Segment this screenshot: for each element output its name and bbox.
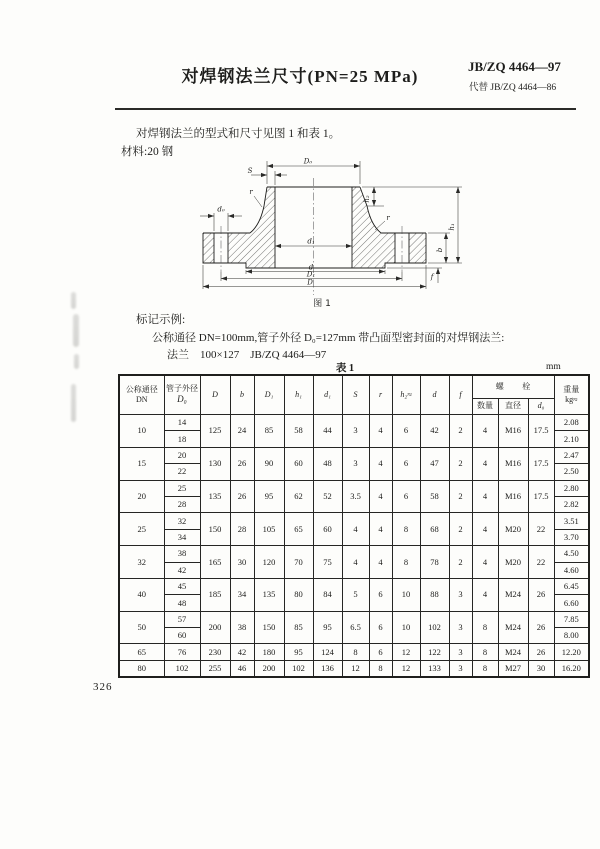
table-cell: 17.5	[528, 480, 554, 513]
col-header-bolt-qty: 数量	[472, 399, 498, 415]
col-group-bolt	[472, 375, 554, 399]
standard-number: JB/ZQ 4464—97	[468, 59, 561, 74]
margin-bleed-mark	[73, 314, 79, 347]
col-header-dn-line2: DN	[135, 395, 148, 404]
section-hatching	[203, 187, 426, 268]
table-cell: 12	[392, 660, 420, 677]
table-cell: 2.47	[554, 447, 589, 463]
table-cell: 6	[369, 611, 392, 644]
table-cell: 8	[472, 611, 498, 644]
table-cell: M24	[498, 578, 528, 611]
table-cell: 32	[164, 513, 200, 529]
table-cell: 4	[369, 546, 392, 579]
marking-example-line-1: 公称通径 DN=100mm,管子外径 D₀=127mm 带凸面型密封面的对焊钢法兰:	[152, 332, 505, 344]
margin-bleed-mark	[71, 384, 76, 422]
table-cell: 20	[164, 447, 200, 463]
table-cell: 6.60	[554, 595, 589, 611]
table-cell: 48	[164, 595, 200, 611]
table-cell: 10	[119, 415, 164, 448]
table-cell: 28	[230, 513, 254, 546]
col-header-b: b	[230, 375, 254, 415]
table-cell: 75	[313, 546, 342, 579]
table-cell: 180	[254, 644, 284, 660]
table-cell: 2.10	[554, 431, 589, 447]
table-cell: 6	[369, 644, 392, 660]
table-cell: 4	[472, 513, 498, 546]
table-cell: 15	[119, 447, 164, 480]
table-cell: 4	[369, 447, 392, 480]
table-cell: 185	[200, 578, 230, 611]
label-f: f	[430, 273, 434, 281]
table-row	[119, 644, 589, 660]
table-cell: M27	[498, 660, 528, 677]
table-cell: 14	[164, 415, 200, 431]
table-cell: 84	[313, 578, 342, 611]
col-header-weight	[554, 375, 589, 415]
page-number: 326	[93, 681, 113, 693]
col-header-bolt-hole: d₀	[528, 399, 554, 415]
table-cell: M16	[498, 415, 528, 448]
table-cell: 26	[528, 611, 554, 644]
table-cell: 124	[313, 644, 342, 660]
margin-bleed-mark	[74, 354, 79, 369]
table-cell: 122	[420, 644, 449, 660]
table-cell: 8	[472, 660, 498, 677]
table-cell: 4	[472, 480, 498, 513]
table-cell: 42	[164, 562, 200, 578]
table-cell: 26	[528, 644, 554, 660]
col-header-pipe-od-line2: D₀	[177, 394, 187, 405]
table-cell: 8	[369, 660, 392, 677]
table-cell: 3.5	[342, 480, 369, 513]
table-cell: 17.5	[528, 447, 554, 480]
table-cell: 45	[164, 578, 200, 594]
table-cell: 4	[472, 415, 498, 448]
figure-caption: 图 1	[313, 299, 331, 309]
table-cell: 28	[164, 496, 200, 512]
col-header-S: S	[342, 375, 369, 415]
table-cell: 7.85	[554, 611, 589, 627]
table-cell: 2	[449, 546, 472, 579]
table-cell: 3.70	[554, 529, 589, 545]
marking-example-heading: 标记示例:	[136, 314, 186, 326]
table-cell: 78	[420, 546, 449, 579]
table-row	[119, 513, 589, 529]
col-header-dn	[119, 375, 164, 415]
table-cell: 3	[449, 611, 472, 644]
table-cell: 200	[254, 660, 284, 677]
table-cell: 57	[164, 611, 200, 627]
table-cell: 6	[392, 415, 420, 448]
table-cell: 22	[528, 546, 554, 579]
table-cell: M20	[498, 513, 528, 546]
table-cell: M16	[498, 480, 528, 513]
table-cell: 38	[164, 546, 200, 562]
table-cell: 3	[342, 415, 369, 448]
table-cell: 150	[200, 513, 230, 546]
table-cell: 30	[230, 546, 254, 579]
table-cell: 4	[472, 578, 498, 611]
table-cell: 12	[392, 644, 420, 660]
table-cell: 58	[420, 480, 449, 513]
flange-table-body	[119, 415, 589, 678]
table-row	[119, 660, 589, 677]
table-cell: 40	[119, 578, 164, 611]
table-cell: 102	[284, 660, 313, 677]
table-unit: mm	[546, 362, 561, 372]
table-cell: 95	[254, 480, 284, 513]
table-cell: 30	[528, 660, 554, 677]
flange-drawing	[188, 150, 478, 312]
col-header-h2: h₂≈	[392, 375, 420, 415]
label-h2: h₂	[363, 195, 371, 203]
table-cell: 65	[284, 513, 313, 546]
table-cell: 165	[200, 546, 230, 579]
table-cell: 8	[472, 644, 498, 660]
table-cell: 2	[449, 415, 472, 448]
table-cell: 3	[342, 447, 369, 480]
table-cell: 255	[200, 660, 230, 677]
table-cell: 22	[164, 464, 200, 480]
dimension-lines	[200, 161, 462, 289]
flange-dimensions-table	[118, 374, 590, 678]
table-cell: 70	[284, 546, 313, 579]
table-cell: 16.20	[554, 660, 589, 677]
table-cell: M20	[498, 546, 528, 579]
table-cell: 25	[164, 480, 200, 496]
col-header-D: D	[200, 375, 230, 415]
table-cell: 102	[164, 660, 200, 677]
col-header-pipe-od-line1: 管子外径	[166, 384, 198, 394]
col-header-bolt-dia: 直径	[498, 399, 528, 415]
table-cell: 48	[313, 447, 342, 480]
marking-example-line-2: 法兰 100×127 JB/ZQ 4464—97	[167, 349, 327, 361]
table-cell: 46	[230, 660, 254, 677]
table-cell: 38	[230, 611, 254, 644]
table-cell: M24	[498, 611, 528, 644]
table-cell: 2	[449, 513, 472, 546]
table-cell: 26	[230, 447, 254, 480]
col-header-f: f	[449, 375, 472, 415]
label-d: d	[308, 263, 314, 272]
table-cell: 80	[284, 578, 313, 611]
col-header-d1: d₁	[313, 375, 342, 415]
table-cell: M16	[498, 447, 528, 480]
table-cell: 6	[392, 480, 420, 513]
label-r-right: r	[386, 214, 390, 222]
table-cell: 230	[200, 644, 230, 660]
table-cell: 4	[369, 513, 392, 546]
col-header-r: r	[369, 375, 392, 415]
table-cell: 12	[342, 660, 369, 677]
table-cell: 58	[284, 415, 313, 448]
table-cell: 34	[164, 529, 200, 545]
table-cell: 26	[230, 480, 254, 513]
table-cell: 80	[119, 660, 164, 677]
table-cell: 47	[420, 447, 449, 480]
table-cell: 6.45	[554, 578, 589, 594]
document-title: 对焊钢法兰尺寸(PN=25 MPa)	[181, 67, 419, 86]
table-cell: 85	[284, 611, 313, 644]
table-cell: 95	[284, 644, 313, 660]
table-cell: 44	[313, 415, 342, 448]
table-cell: 85	[254, 415, 284, 448]
table-cell: 22	[528, 513, 554, 546]
table-cell: 50	[119, 611, 164, 644]
margin-bleed-mark	[71, 292, 76, 309]
table-cell: 95	[313, 611, 342, 644]
table-cell: 8	[392, 513, 420, 546]
table-cell: M24	[498, 644, 528, 660]
table-cell: 135	[254, 578, 284, 611]
table-cell: 42	[230, 644, 254, 660]
table-cell: 76	[164, 644, 200, 660]
col-header-dn-line1: 公称通径	[125, 385, 158, 394]
intro-line-1: 对焊钢法兰的型式和尺寸见图 1 和表 1。	[136, 128, 341, 140]
table-cell: 2	[449, 447, 472, 480]
label-d1: d₁	[307, 237, 315, 246]
table-cell: 26	[528, 578, 554, 611]
label-d0-hole: d₀	[217, 205, 225, 214]
label-D: D	[307, 278, 313, 287]
table-cell: 3	[449, 578, 472, 611]
table-cell: 4	[369, 480, 392, 513]
table-row	[119, 611, 589, 627]
table-cell: 18	[164, 431, 200, 447]
table-cell: 60	[164, 628, 200, 644]
table-cell: 3	[449, 660, 472, 677]
label-b: b	[436, 247, 444, 253]
table-cell: 2.80	[554, 480, 589, 496]
material-line: 材料:20 钢	[121, 146, 174, 158]
table-cell: 133	[420, 660, 449, 677]
table-cell: 4.60	[554, 562, 589, 578]
table-cell: 4	[472, 447, 498, 480]
table-cell: 136	[313, 660, 342, 677]
table-cell: 105	[254, 513, 284, 546]
col-header-h1: h₁	[284, 375, 313, 415]
table-cell: 4.50	[554, 546, 589, 562]
table-cell: 12.20	[554, 644, 589, 660]
table-cell: 3	[449, 644, 472, 660]
table-cell: 130	[200, 447, 230, 480]
label-h1: h₁	[448, 223, 456, 231]
table-cell: 5	[342, 578, 369, 611]
table-cell: 102	[420, 611, 449, 644]
col-header-weight-line1: 重量	[563, 385, 580, 394]
table-cell: 8	[392, 546, 420, 579]
table-caption: 表 1	[335, 363, 355, 374]
table-row	[119, 415, 589, 431]
table-cell: 60	[284, 447, 313, 480]
table-cell: 52	[313, 480, 342, 513]
label-S: S	[247, 167, 253, 175]
header-rule	[115, 108, 576, 110]
table-cell: 8.00	[554, 628, 589, 644]
table-cell: 24	[230, 415, 254, 448]
table-cell: 25	[119, 513, 164, 546]
table-cell: 125	[200, 415, 230, 448]
label-D1: D₁	[306, 270, 316, 279]
table-cell: 2.08	[554, 415, 589, 431]
table-cell: 2	[449, 480, 472, 513]
table-cell: 10	[392, 611, 420, 644]
table-row	[119, 546, 589, 562]
table-cell: 32	[119, 546, 164, 579]
table-cell: 20	[119, 480, 164, 513]
col-header-D1: D₁	[254, 375, 284, 415]
col-header-d: d	[420, 375, 449, 415]
table-cell: 6.5	[342, 611, 369, 644]
table-cell: 65	[119, 644, 164, 660]
table-cell: 2.50	[554, 464, 589, 480]
table-row	[119, 447, 589, 463]
table-cell: 90	[254, 447, 284, 480]
table-cell: 17.5	[528, 415, 554, 448]
table-cell: 4	[342, 546, 369, 579]
table-cell: 4	[472, 546, 498, 579]
table-cell: 135	[200, 480, 230, 513]
table-cell: 6	[369, 578, 392, 611]
table-cell: 2.82	[554, 496, 589, 512]
table-cell: 42	[420, 415, 449, 448]
table-cell: 68	[420, 513, 449, 546]
table-cell: 88	[420, 578, 449, 611]
table-cell: 34	[230, 578, 254, 611]
table-row	[119, 578, 589, 594]
col-header-weight-line2: kg≈	[565, 395, 578, 404]
superseded-standard: 代替 JB/ZQ 4464—86	[469, 83, 557, 93]
label-D0: D₀	[303, 157, 313, 166]
table-row	[119, 480, 589, 496]
table-cell: 10	[392, 578, 420, 611]
table-cell: 8	[342, 644, 369, 660]
label-r-left: r	[249, 188, 253, 196]
table-cell: 3.51	[554, 513, 589, 529]
table-cell: 120	[254, 546, 284, 579]
table-cell: 4	[342, 513, 369, 546]
bolt-group-label: 螺栓	[495, 381, 549, 391]
table-cell: 6	[392, 447, 420, 480]
table-cell: 4	[369, 415, 392, 448]
table-cell: 60	[313, 513, 342, 546]
table-cell: 62	[284, 480, 313, 513]
col-header-pipe-od	[164, 375, 200, 415]
table-cell: 200	[200, 611, 230, 644]
table-cell: 150	[254, 611, 284, 644]
